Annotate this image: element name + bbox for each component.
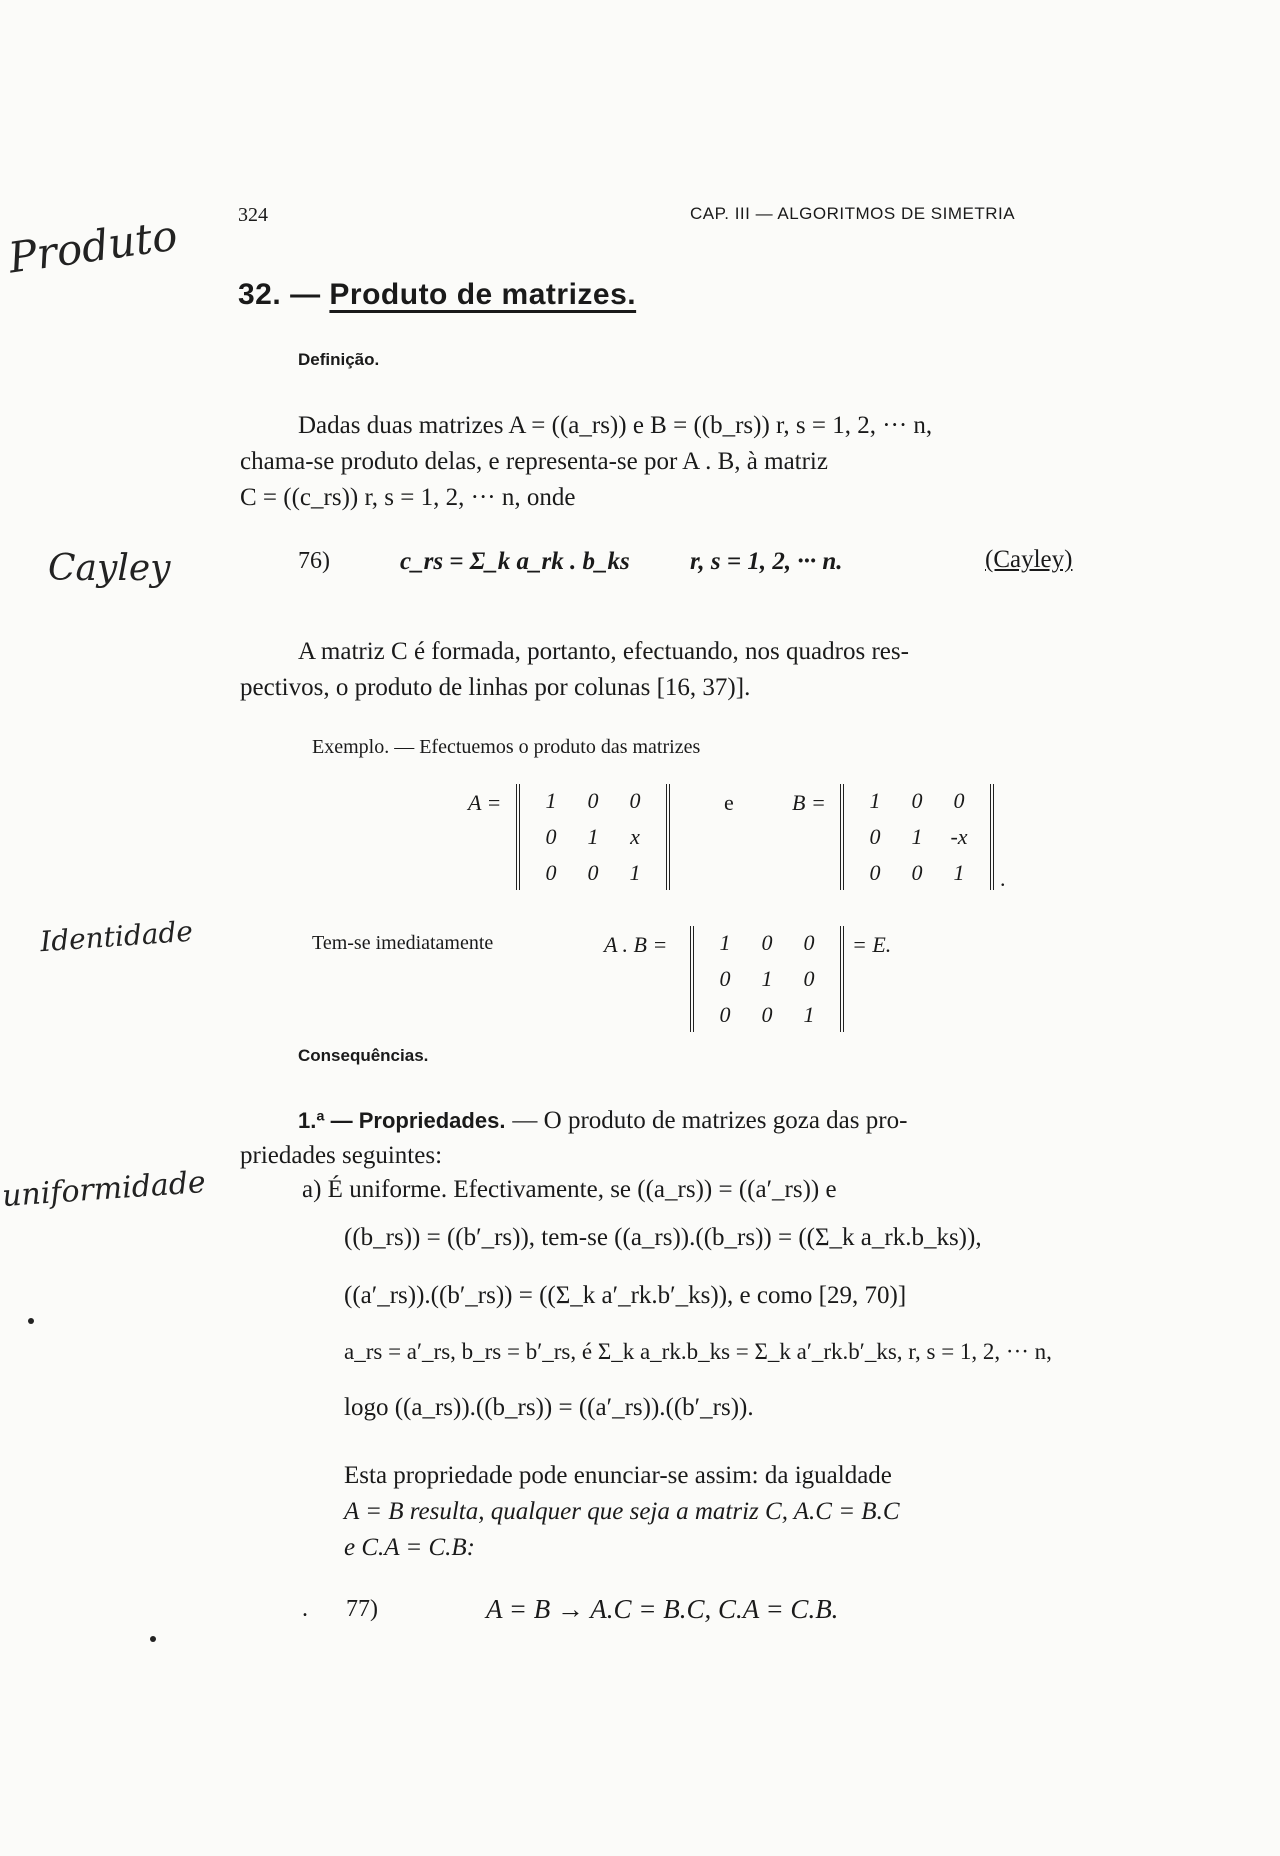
matrix-cell: 0 [629,788,641,813]
statement-line-3: e C.A = C.B: [344,1534,475,1561]
matrix-b [840,784,994,890]
matrix-a [516,784,670,890]
matrix-b-label: B = [792,790,826,815]
scan-speck [28,1318,34,1324]
property-a-line-4: a_rs = a′_rs, b_rs = b′_rs, é Σ_k a_rk.b_ks = Σ_k a′_rk.b′_ks, r, s = 1, 2, ··· n, [344,1339,1052,1364]
matrix-cell: 0 [803,966,815,991]
result-label: A . B = [604,932,668,957]
explanation-line-2: pectivos, o produto de linhas por colunas [16, 37)]. [240,674,751,701]
equation-76-range: r, s = 1, 2, ··· n. [690,548,843,575]
matrix-cell: -x [950,824,968,849]
properties-line-1 [298,1102,907,1139]
equation-77-formula: A = B → A.C = B.C, C.A = C.B. [486,1594,839,1624]
matrix-cell: 0 [545,860,557,885]
matrix-cell: 0 [719,966,731,991]
matrix-cell: 0 [953,788,965,813]
matrix-cell: 0 [869,860,881,885]
matrix-cell: 0 [545,824,557,849]
matrix-cell: 1 [761,966,773,991]
matrix-cell: 1 [911,824,923,849]
equation-76-number: 76) [298,548,330,574]
matrix-b-end-dot: . [1000,866,1006,891]
property-a-line-5: logo ((a_rs)).((b_rs)) = ((a′_rs)).((b′_rs)). [344,1394,754,1421]
example-intro: Exemplo. — Efectuemos o produto das matrizes [312,736,701,758]
property-a-line-1: a) É uniforme. Efectivamente, se ((a_rs)) = ((a′_rs)) e [302,1176,837,1203]
matrix-cell: 0 [869,824,881,849]
subheading-definicao: Definição. [298,350,380,369]
equation-77-bullet: . [302,1596,308,1622]
scan-speck [150,1636,156,1642]
margin-note-produto: Produto [5,210,181,283]
margin-note-cayley: Cayley [48,548,171,589]
properties-heading: 1.ª — Propriedades. [298,1108,506,1133]
matrix-cell: 0 [911,788,923,813]
margin-note-identidade: Identidade [39,914,194,959]
definition-line-1: Dadas duas matrizes A = ((a_rs)) e B = ((b_rs)) r, s = 1, 2, ··· n, [298,412,933,439]
section-dash: — [290,278,321,311]
properties-line-2: priedades seguintes: [240,1142,443,1169]
matrix-cell: 1 [587,824,599,849]
explanation-line-1: A matriz C é formada, portanto, efectuando, nos quadros res- [298,638,909,665]
statement-line-1: Esta propriedade pode enunciar-se assim: da igualdade [344,1462,892,1489]
margin-note-uniformidade: uniformidade [1,1164,207,1215]
matrix-cell: 0 [761,930,773,955]
matrix-cell: 1 [869,788,881,813]
matrix-cell: 0 [719,1002,731,1027]
section-number: 32. [238,278,282,311]
matrix-ab [690,926,844,1032]
section-title: Produto de matrizes. [329,278,637,311]
matrix-cell: 1 [545,788,557,813]
equation-76-label: (Cayley) [985,546,1073,573]
example-conjunction: e [724,790,734,815]
matrix-cell: 0 [587,788,599,813]
matrix-cell: 0 [911,860,923,885]
matrix-cell: 1 [803,1002,815,1027]
properties-text: — O produto de matrizes goza das pro- [512,1107,908,1134]
equation-77-number: 77) [346,1596,378,1622]
result-suffix: = E. [852,932,892,957]
definition-line-2: chama-se produto delas, e representa-se por A . B, à matriz [240,448,828,475]
page-number: 324 [238,204,268,226]
matrix-cell: x [630,824,640,849]
result-text: Tem-se imediatamente [312,932,494,954]
equation-76-formula: c_rs = Σ_k a_rk . b_ks [400,548,630,575]
matrix-cell: 1 [719,930,731,955]
matrix-a-label: A = [468,790,502,815]
matrix-cell: 0 [803,930,815,955]
property-a-line-3: ((a′_rs)).((b′_rs)) = ((Σ_k a′_rk.b′_ks)), e como [29, 70)] [344,1282,907,1309]
running-head: CAP. III — ALGORITMOS DE SIMETRIA [690,204,1016,223]
matrix-cell: 1 [629,860,641,885]
definition-line-3: C = ((c_rs)) r, s = 1, 2, ··· n, onde [240,484,576,511]
matrix-cell: 1 [953,860,965,885]
subheading-consequencias: Consequências. [298,1046,429,1065]
matrix-cell: 0 [761,1002,773,1027]
property-a-line-2: ((b_rs)) = ((b′_rs)), tem-se ((a_rs)).((b_rs)) = ((Σ_k a_rk.b_ks)), [344,1224,982,1251]
statement-line-2: A = B resulta, qualquer que seja a matriz C, A.C = B.C [344,1498,900,1525]
section-title-row [238,278,636,312]
matrix-cell: 0 [587,860,599,885]
